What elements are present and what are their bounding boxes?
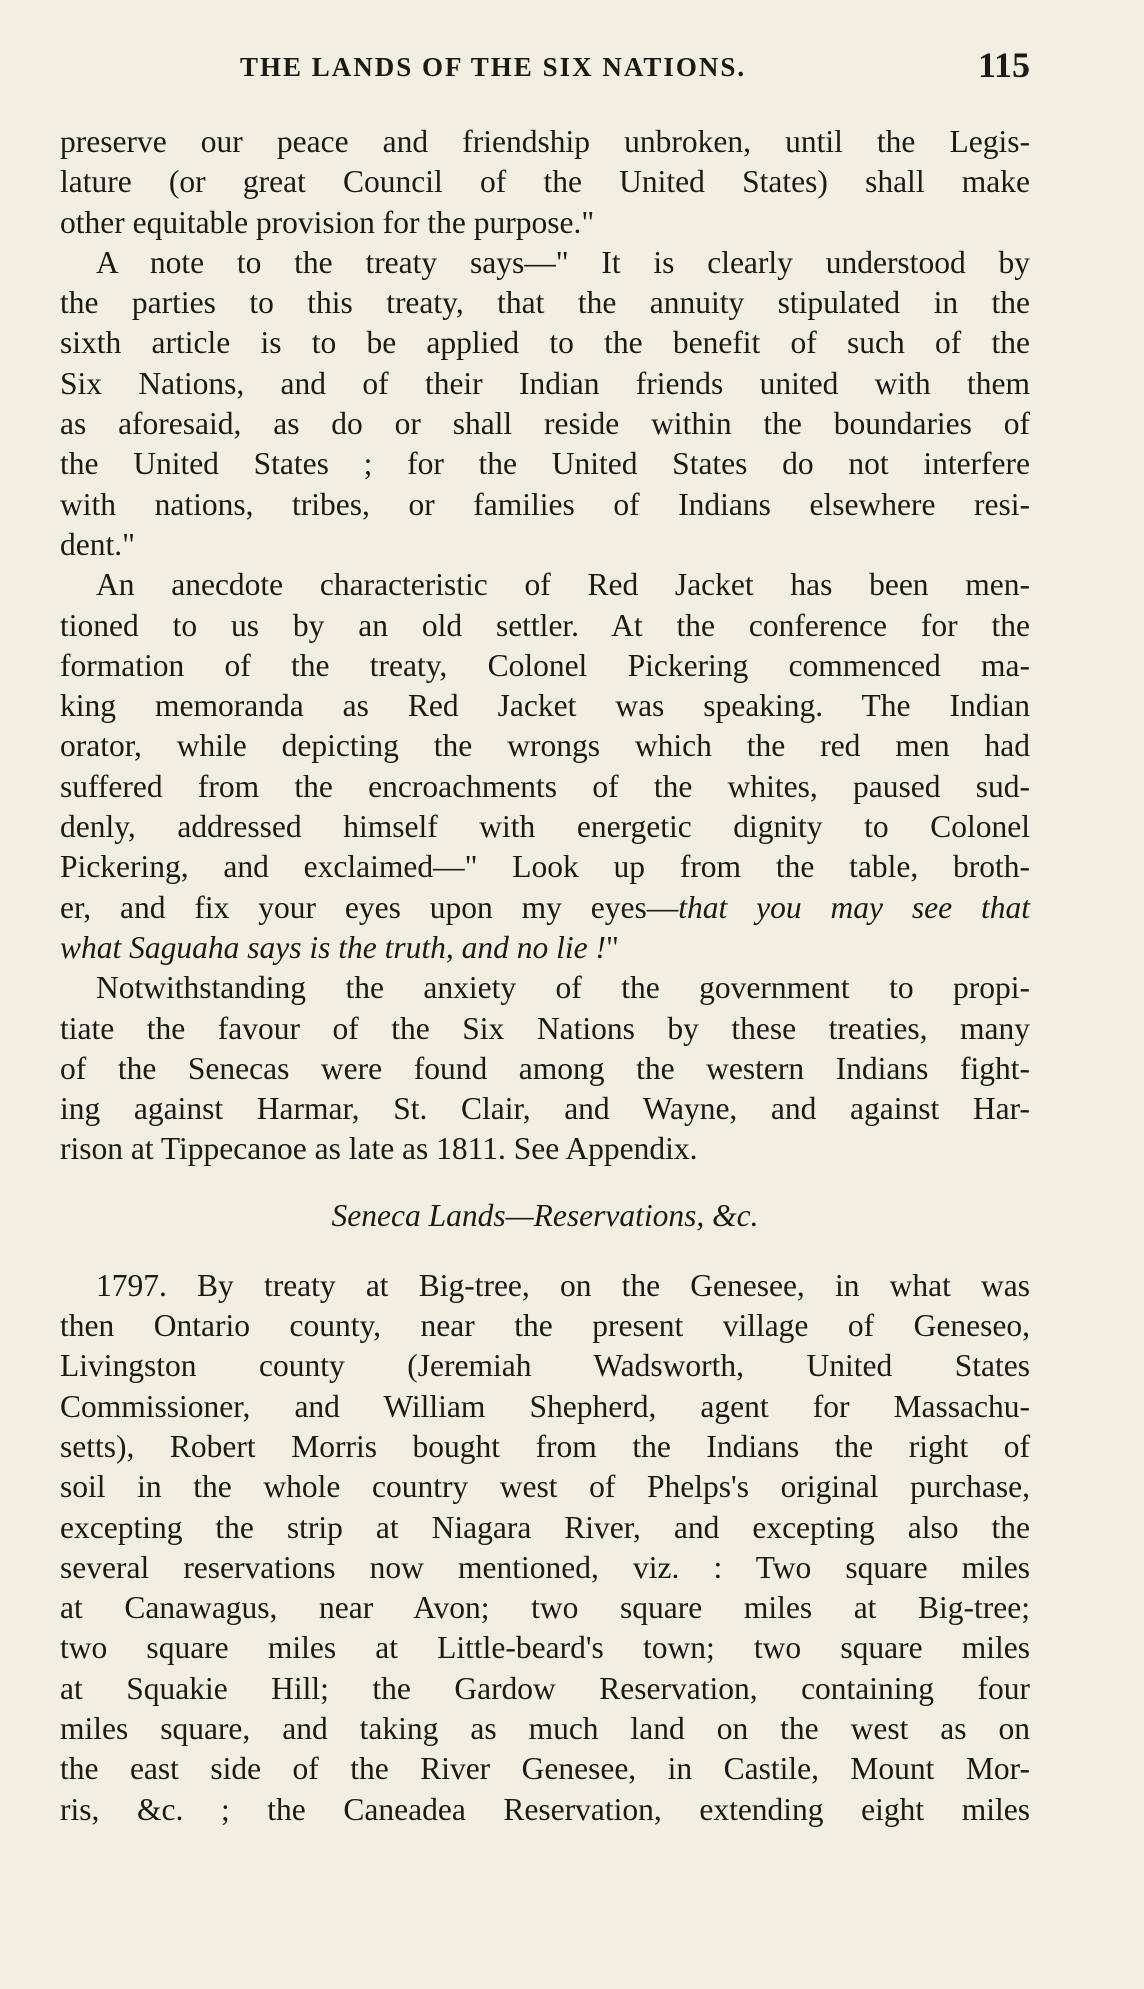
text-line [60,1427,1030,1467]
text-line [60,485,1030,525]
line-text: miles square, and taking as much land on the west as on [60,1710,1030,1746]
text-line [60,203,1030,243]
line-text: Pickering, and exclaimed—" Look up from the table, broth- [60,849,1030,885]
text-line [60,565,1030,605]
text-line [60,525,1030,565]
line-text: suffered from the encroachments of the whites, paused sud- [60,768,1030,804]
text-line [60,968,1030,1008]
section-subheading: Seneca Lands—Reservations, &c. [331,1197,759,1233]
text-line [60,1709,1030,1749]
line-text: the east side of the River Genesee, in Castile, Mount Mor- [60,1751,1030,1787]
text-line [60,1628,1030,1668]
text-line [60,1669,1030,1709]
text-line [60,1467,1030,1507]
line-text: 1797. By treaty at Big-tree, on the Genesee, in what was [96,1267,1030,1303]
text-line [60,323,1030,363]
line-text: orator, while depicting the wrongs which the red men had [60,728,1030,764]
text-line [60,162,1030,202]
text-line [60,364,1030,404]
text-line [60,606,1030,646]
running-title: THE LANDS OF THE SIX NATIONS. [240,52,747,82]
line-text: Commissioner, and William Shepherd, agent for Massachu- [60,1388,1030,1424]
line-text: tiate the favour of the Six Nations by these treaties, many [60,1010,1030,1046]
text-line [60,122,1030,162]
line-text: setts), Robert Morris bought from the Indians the right of [60,1428,1030,1464]
line-text: other equitable provision for the purpose." [60,204,595,240]
text-line [60,928,1030,968]
line-text: soil in the whole country west of Phelps's original purchase, [60,1469,1030,1505]
line-text: then Ontario county, near the present village of Geneseo, [60,1308,1030,1344]
text-line [60,404,1030,444]
line-text: dent." [60,526,135,562]
page-number: 115 [977,45,1030,85]
line-text: tioned to us by an old settler. At the conference for the [60,607,1030,643]
text-line [60,1129,1030,1169]
line-text: rison at Tippecanoe as late as 1811. See Appendix. [60,1131,698,1167]
text-line [60,1387,1030,1427]
text-line [60,1588,1030,1628]
line-text: Livingston county (Jeremiah Wadsworth, United States [60,1348,1030,1384]
text-line [60,686,1030,726]
line-text: of the Senecas were found among the western Indians fight- [60,1050,1030,1086]
line-text: lature (or great Council of the United States) shall make [60,164,1030,200]
text-line [60,283,1030,323]
line-text: excepting the strip at Niagara River, and excepting also the [60,1509,1030,1545]
text-line [60,1548,1030,1588]
text-line [60,1049,1030,1089]
text-line [60,1749,1030,1789]
text-line [60,767,1030,807]
line-text: denly, addressed himself with energetic dignity to Colonel [60,809,1030,845]
text-line [60,807,1030,847]
line-text: at Canawagus, near Avon; two square miles at Big-tree; [60,1590,1030,1626]
line-text: sixth article is to be applied to the benefit of such of the [60,325,1030,361]
text-line [60,1009,1030,1049]
italic-text: what Saguaha says is the truth, and no lie ! [60,929,606,965]
line-text: several reservations now mentioned, viz. : Two square miles [60,1549,1030,1585]
text-line [60,646,1030,686]
line-text: An anecdote characteristic of Red Jacket has been men- [96,567,1030,603]
line-text: ing against Harmar, St. Clair, and Wayne, and against Har- [60,1091,1030,1127]
text-line [60,888,1030,928]
running-head [60,44,1030,92]
line-text: preserve our peace and friendship unbroken, until the Legis- [60,124,1030,159]
line-text: ris, &c. ; the Caneadea Reservation, extending eight miles [60,1791,1030,1827]
text-line [60,1508,1030,1548]
line-text: the United States ; for the United States do not interfere [60,446,1030,482]
text-line [60,726,1030,766]
text-line [60,1089,1030,1129]
line-text: the parties to this treaty, that the annuity stipulated in the [60,285,1030,321]
text-line [60,1306,1030,1346]
line-text: er, and fix your eyes upon my eyes— [60,889,679,925]
line-text: formation of the treaty, Colonel Pickering commenced ma- [60,647,1030,683]
line-text: with nations, tribes, or families of Indians elsewhere resi- [60,486,1030,522]
text-line [60,1266,1030,1306]
text-line [60,243,1030,283]
line-text: Notwithstanding the anxiety of the government to propi- [96,970,1030,1006]
body-text [60,122,1030,1830]
text-block-2 [60,1266,1030,1830]
text-line [60,1790,1030,1830]
text-block-1 [60,122,1030,1170]
line-text: two square miles at Little-beard's town; two square miles [60,1630,1030,1666]
italic-text: that you may see that [678,889,1030,925]
line-text: A note to the treaty says—" It is clearly understood by [96,244,1030,280]
line-text-after: " [606,929,619,965]
line-text: at Squakie Hill; the Gardow Reservation, containing four [60,1670,1030,1706]
text-line [60,1346,1030,1386]
text-line [60,444,1030,484]
text-line [60,847,1030,887]
line-text: king memoranda as Red Jacket was speaking. The Indian [60,688,1030,724]
line-text: as aforesaid, as do or shall reside within the boundaries of [60,406,1030,442]
line-text: Six Nations, and of their Indian friends united with them [60,365,1030,401]
